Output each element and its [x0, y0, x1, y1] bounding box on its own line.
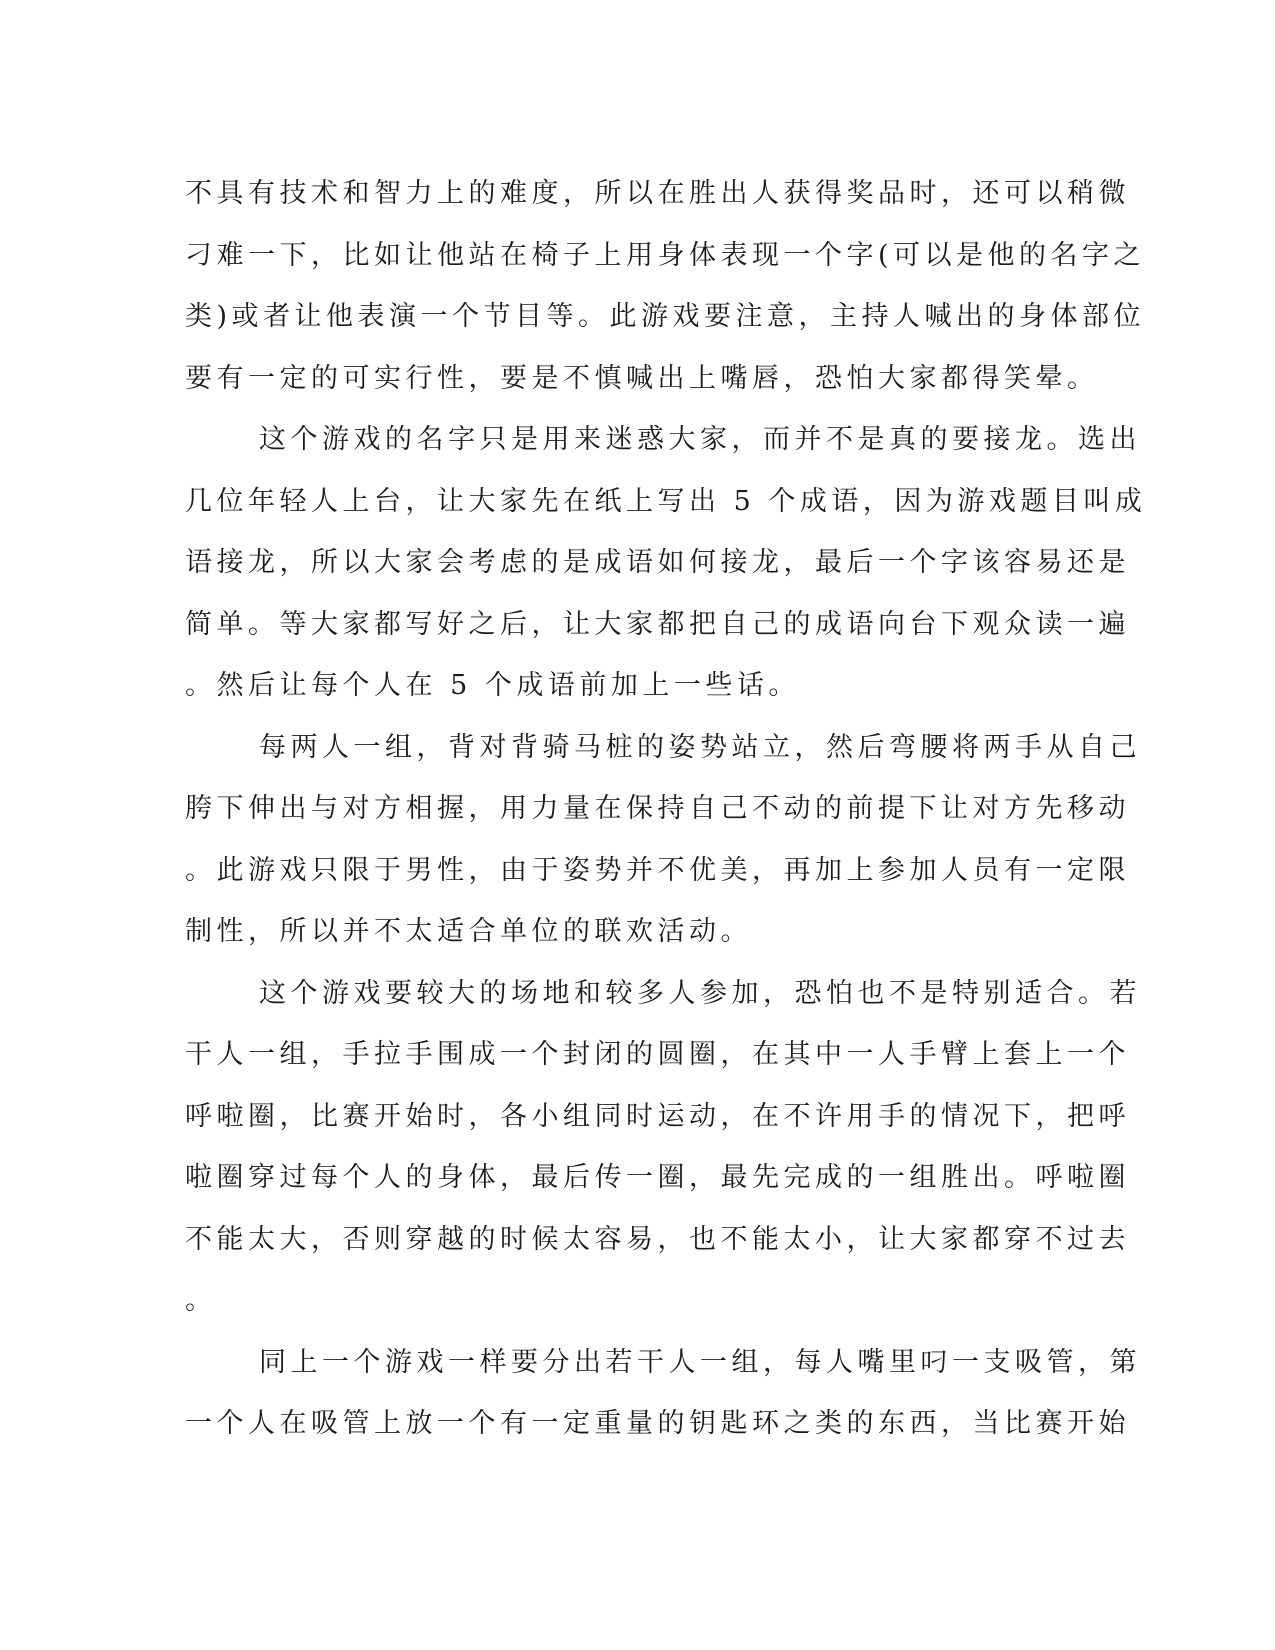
text-line: 。此游戏只限于男性，由于姿势并不优美，再加上参加人员有一定限 [185, 854, 1130, 886]
text-line: 啦圈穿过每个人的身体，最后传一圈，最先完成的一组胜出。呼啦圈 [185, 1162, 1130, 1193]
text-line: 同上一个游戏一样要分出若干人一组，每人嘴里叼一支吸管，第 [259, 1346, 1141, 1378]
text-line: 。 [185, 1285, 217, 1316]
text-line: 类)或者让他表演一个节目等。此游戏要注意，主持人喊出的身体部位 [185, 301, 1146, 332]
text-line: 这个游戏要较大的场地和较多人参加，恐怕也不是特别适合。若 [259, 977, 1141, 1009]
text-line: 要有一定的可实行性，要是不慎喊出上嘴唇，恐怕大家都得笑晕。 [185, 362, 1099, 394]
text-line: 每两人一组，背对背骑马桩的姿势站立，然后弯腰将两手从自己 [259, 731, 1141, 763]
text-line: 。然后让每个人在 5 个成语前加上一些话。 [185, 670, 800, 701]
text-line: 不具有技术和智力上的难度，所以在胜出人获得奖品时，还可以稍微 [185, 178, 1130, 209]
text-line: 一个人在吸管上放一个有一定重量的钥匙环之类的东西，当比赛开始 [185, 1408, 1130, 1439]
body-text [185, 163, 1147, 1455]
text-line: 这个游戏的名字只是用来迷惑大家，而并不是真的要接龙。选出 [259, 424, 1141, 455]
text-line: 不能太大，否则穿越的时候太容易，也不能太小，让大家都穿不过去 [185, 1223, 1130, 1255]
text-line: 干人一组，手拉手围成一个封闭的圆圈，在其中一人手臂上套上一个 [185, 1039, 1130, 1070]
text-line: 胯下伸出与对方相握，用力量在保持自己不动的前提下让对方先移动 [185, 793, 1130, 824]
text-line: 语接龙，所以大家会考虑的是成语如何接龙，最后一个字该容易还是 [185, 547, 1130, 578]
text-line: 制性，所以并不太适合单位的联欢活动。 [185, 916, 752, 947]
text-line: 呼啦圈，比赛开始时，各小组同时运动，在不许用手的情况下，把呼 [185, 1100, 1130, 1132]
text-line: 几位年轻人上台，让大家先在纸上写出 5 个成语，因为游戏题目叫成 [185, 485, 1147, 517]
text-line: 刁难一下，比如让他站在椅子上用身体表现一个字(可以是他的名字之 [185, 239, 1146, 271]
text-line: 简单。等大家都写好之后，让大家都把自己的成语向台下观众读一遍 [185, 608, 1130, 640]
